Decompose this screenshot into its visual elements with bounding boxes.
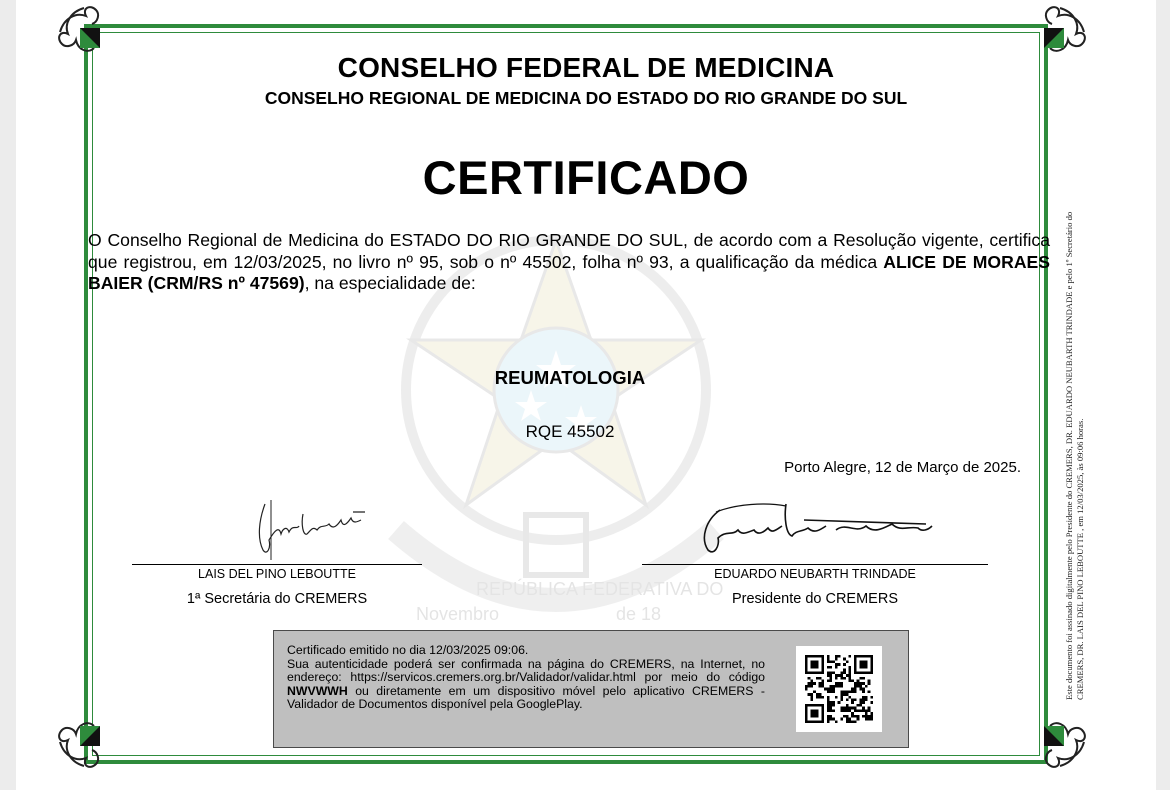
signatory-left-role: 1ª Secretária do CREMERS [186,591,368,607]
verification-box [273,630,909,748]
signature-right [676,490,946,562]
svg-text:REPÚBLICA FEDERATIVA DO: REPÚBLICA FEDERATIVA DO [476,579,724,599]
qr-code-icon [805,655,873,723]
qr-code[interactable] [796,646,882,732]
side-note-line-2: CREMERS, DR. LAIS DEL PINO LEBOUTTE , em 12/03/2025, às 09:06 horas. [1075,418,1085,700]
side-note-line-1: Este documento foi assinado digitalmente pelo Presidente do CREMERS, DR. EDUARDO NEUBARTH TRINDADE e pelo 1º Secretário do [1064,211,1074,700]
verification-instructions-end: ou diretamente em um dispositivo móvel pelo aplicativo CREMERS - Validador de Documentos disponível pela GooglePlay. [287,683,765,712]
certificate-title: CERTIFICADO [422,151,750,204]
signature-line-right [642,564,988,565]
signature-line-left [132,564,422,565]
certificate-body [88,230,1050,295]
certificate-page [16,0,1156,790]
corner-ornament-bottom-right [1028,710,1092,774]
body-outro: , na especialidade de: [304,273,476,293]
digital-signature-note [1064,140,1086,700]
body-intro: O Conselho Regional de Medicina do ESTADO DO RIO GRANDE DO SUL, de acordo com a Resolução vigente, certifica que registrou, em 12/03/2025, no livro nº 95, sob o nº 45502, folha nº 93, a qualificação da médica [88,230,1050,272]
page-margin-left [0,0,17,790]
verification-text [287,644,765,712]
corner-ornament-top-left [52,0,116,64]
signature-left [241,490,391,564]
verification-instructions-start: Sua autenticidade poderá ser confirmada na página do CREMERS, na Internet, no endereço: https://servicos.cremers.org.br/Validador/validar.html por meio do código [287,656,765,685]
page-margin-right [1155,0,1170,790]
verification-instructions [287,658,765,712]
holder-name: ALICE DE MORAES BAIER (CRM/RS nº 47569) [88,251,1050,293]
issue-timestamp: Certificado emitido no dia 12/03/2025 09:06. [287,643,529,657]
rqe-number: RQE 45502 [525,422,615,441]
svg-text:Novembro: Novembro [416,604,500,624]
specialty: REUMATOLOGIA [494,367,646,388]
signatory-left-name: LAIS DEL PINO LEBOUTTE [198,567,356,581]
svg-text:de 18: de 18 [616,604,662,624]
regional-council-name: CONSELHO REGIONAL DE MEDICINA DO ESTADO DO RIO GRANDE DO SUL [264,88,908,108]
corner-ornament-bottom-left [52,710,116,774]
council-name: CONSELHO FEDERAL DE MEDICINA [337,52,835,83]
verification-code: NWVWWH [287,683,348,698]
signatory-right-role: Presidente do CREMERS [731,591,898,607]
place-and-date: Porto Alegre, 12 de Março de 2025. [784,459,1021,476]
signatory-right-name: EDUARDO NEUBARTH TRINDADE [714,567,916,581]
